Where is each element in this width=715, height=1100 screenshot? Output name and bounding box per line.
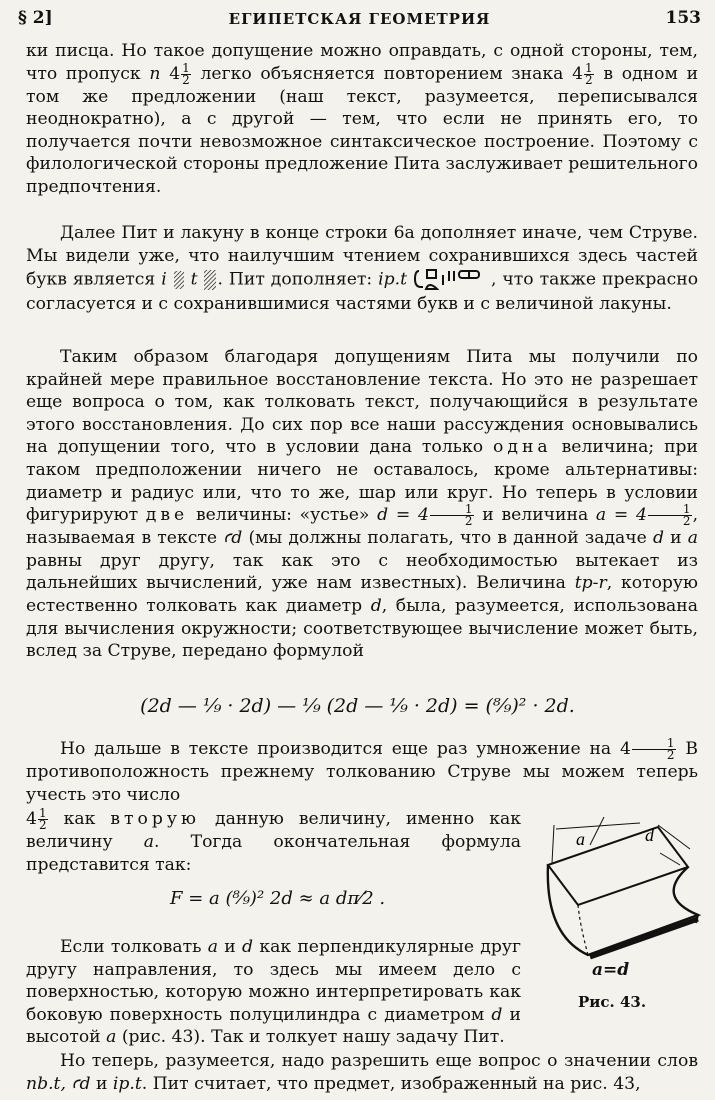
text-run: , была, разумеется, использована для вычисления окружности; соответствующее вычисление может быть, вслед за Струве, передано формулой [26, 595, 698, 662]
text-run: Но дальше в тексте производится еще раз умножение на [60, 739, 612, 759]
text-run: (рис. 43). Так и толкует нашу задачу Пит. [121, 1027, 505, 1048]
text-run: В противоположность прежнему толкованию Струве мы можем теперь учесть это число [26, 739, 698, 805]
hatched-lacuna-icon [203, 269, 217, 291]
fraction-half: $\frac{1}{2}$ [648, 504, 692, 527]
text-run: как [63, 809, 96, 829]
fraction-half: $\frac{1}{2}$ [632, 738, 676, 761]
fraction-half: $\frac{1}{2}$ [585, 60, 593, 87]
spaced-word: вторую [110, 809, 200, 829]
paragraph-3 [26, 346, 698, 663]
text-run: , называемая в тексте [26, 505, 699, 549]
text-run: Таким образом благодаря допущениям Пита мы получили по крайней мере правильное восстановление текста. Но это не разрешает еще вопроса о том, как толковать текст, получающийся в результате этого восстановления. До сих пор все наши рассуждения основывались на допущении того, что в условии дана только [26, 347, 698, 458]
math-a-equals: a = 4 [595, 505, 647, 526]
text-run: легко объясняется повторением знака [200, 63, 564, 84]
text-run: (мы должны полагать, что в данной задаче [248, 528, 647, 549]
math-ip-t: ip.t [112, 1073, 142, 1094]
text-run: . Пит дополняет: [217, 269, 373, 290]
fraction-half: $\frac{1}{2}$ [430, 504, 474, 527]
text-run: . Пит считает, что предмет, изображенный на рис. 43, [141, 1073, 641, 1094]
figure-relation: a=d [592, 960, 630, 980]
math-a: a [207, 937, 219, 957]
text-run: Но теперь, разумеется, надо разрешить еще вопрос о значении слов [60, 1051, 698, 1071]
display-formula-2: F = a (⁸⁄₉)² 2d ≈ a dπ⁄2 . [170, 888, 386, 909]
text-run: и [670, 528, 682, 549]
text-run: величины: «устье» [195, 505, 370, 526]
figure-label-a: a [576, 829, 585, 849]
fraction-half: $\frac{1}{2}$ [182, 60, 190, 87]
running-title: ЕГИПЕТСКАЯ ГЕОМЕТРИЯ [228, 10, 491, 28]
paragraph-1 [26, 40, 698, 199]
page-number: 153 [665, 8, 701, 28]
text-run: Если толковать [60, 937, 202, 957]
text-run: в одном и том же предложении (наш текст, разумеется, переписывался неоднократно), а с другой — тем, что если не принять его, то получается почти невозможное синтаксическое построение. Поэтому с филологической стороны предложение Пита заслуживает решительного предпочтения. [26, 63, 699, 197]
figure-label-d: d [645, 825, 654, 845]
text-run: как перпендикулярные друг другу направления, то здесь мы имеем дело с поверхностью, которую можно интерпретировать как боковую поверхность полуцилиндра с диаметром [26, 937, 522, 1025]
math-a: a [143, 832, 154, 852]
math-a: a [687, 528, 699, 549]
math-d: d [652, 528, 664, 549]
figure-caption: Рис. 43. [578, 993, 647, 1011]
spaced-word: две [145, 505, 189, 526]
math-nb-t: nb.t, [26, 1073, 66, 1094]
text-run: и величина [482, 505, 589, 526]
section-marker: § 2] [18, 8, 53, 28]
math-n: n [149, 63, 161, 84]
text-run: ки писца. Но такое допущение можно оправдать, с одной стороны, тем, что пропуск [26, 41, 698, 84]
text-run: , что также прекрасно согласуется и с сохранившимися частями букв и с величиной лакуны. [26, 269, 699, 315]
math-tp-r: tp-r [574, 573, 607, 594]
math-d: d [491, 1004, 503, 1025]
math-t: t [190, 269, 198, 290]
math-d: d [242, 937, 254, 957]
math-four: 4 [26, 809, 37, 829]
fraction-half: $\frac{1}{2}$ [38, 806, 47, 832]
math-d: d [370, 595, 382, 616]
running-header [18, 6, 701, 34]
hatched-lacuna-icon [173, 270, 185, 290]
text-run: Далее Пит и лакуну в конце строки 6а дополняет иначе, чем Струве. Мы видели уже, что наилучшим чтением сохранившихся здесь частей букв является [26, 223, 698, 290]
paragraph-2 [26, 222, 698, 316]
text-run: , которую естественно толковать как диаметр [26, 573, 699, 616]
paragraph-4-narrow [26, 808, 521, 876]
math-four: 4 [572, 63, 584, 84]
text-run: равны друг другу, так как это с необходимостью вытекает из дальнейших вычислений, уже нам известных). Величина [26, 550, 698, 594]
text-run: данную величину, именно как величину [26, 809, 521, 852]
text-run: и [95, 1073, 108, 1094]
math-egypt-d: ꜥd [223, 528, 243, 549]
math-four: 4 [169, 63, 181, 84]
math-four: 4 [619, 739, 631, 759]
math-i: i [161, 269, 167, 290]
text-run: величина; при таком предположении ничего не оставалось, кроме альтернативы: диаметр и радиус или, что то же, шар или круг. Но теперь в условии фигурируют [26, 437, 698, 526]
display-formula-1: (2d — ¹⁄₉ · 2d) — ¹⁄₉ (2d — ¹⁄₉ · 2d) = (⁸⁄₉)² · 2d. [140, 695, 575, 717]
text-run: и высотой [26, 1004, 521, 1048]
spaced-word: одна [493, 437, 552, 458]
paragraph-4-wide [26, 738, 698, 806]
hieroglyph-group-icon [413, 267, 491, 293]
paragraph-5 [26, 936, 521, 1049]
paragraph-6 [26, 1050, 698, 1095]
math-egypt-d: ꜥd [71, 1073, 91, 1094]
text-run: и [224, 937, 236, 957]
math-ip-t: ip.t [378, 269, 408, 290]
math-a: a [106, 1027, 117, 1048]
text-run: . Тогда окончательная формула представится так: [26, 832, 521, 875]
math-d-equals: d = 4 [377, 505, 429, 526]
